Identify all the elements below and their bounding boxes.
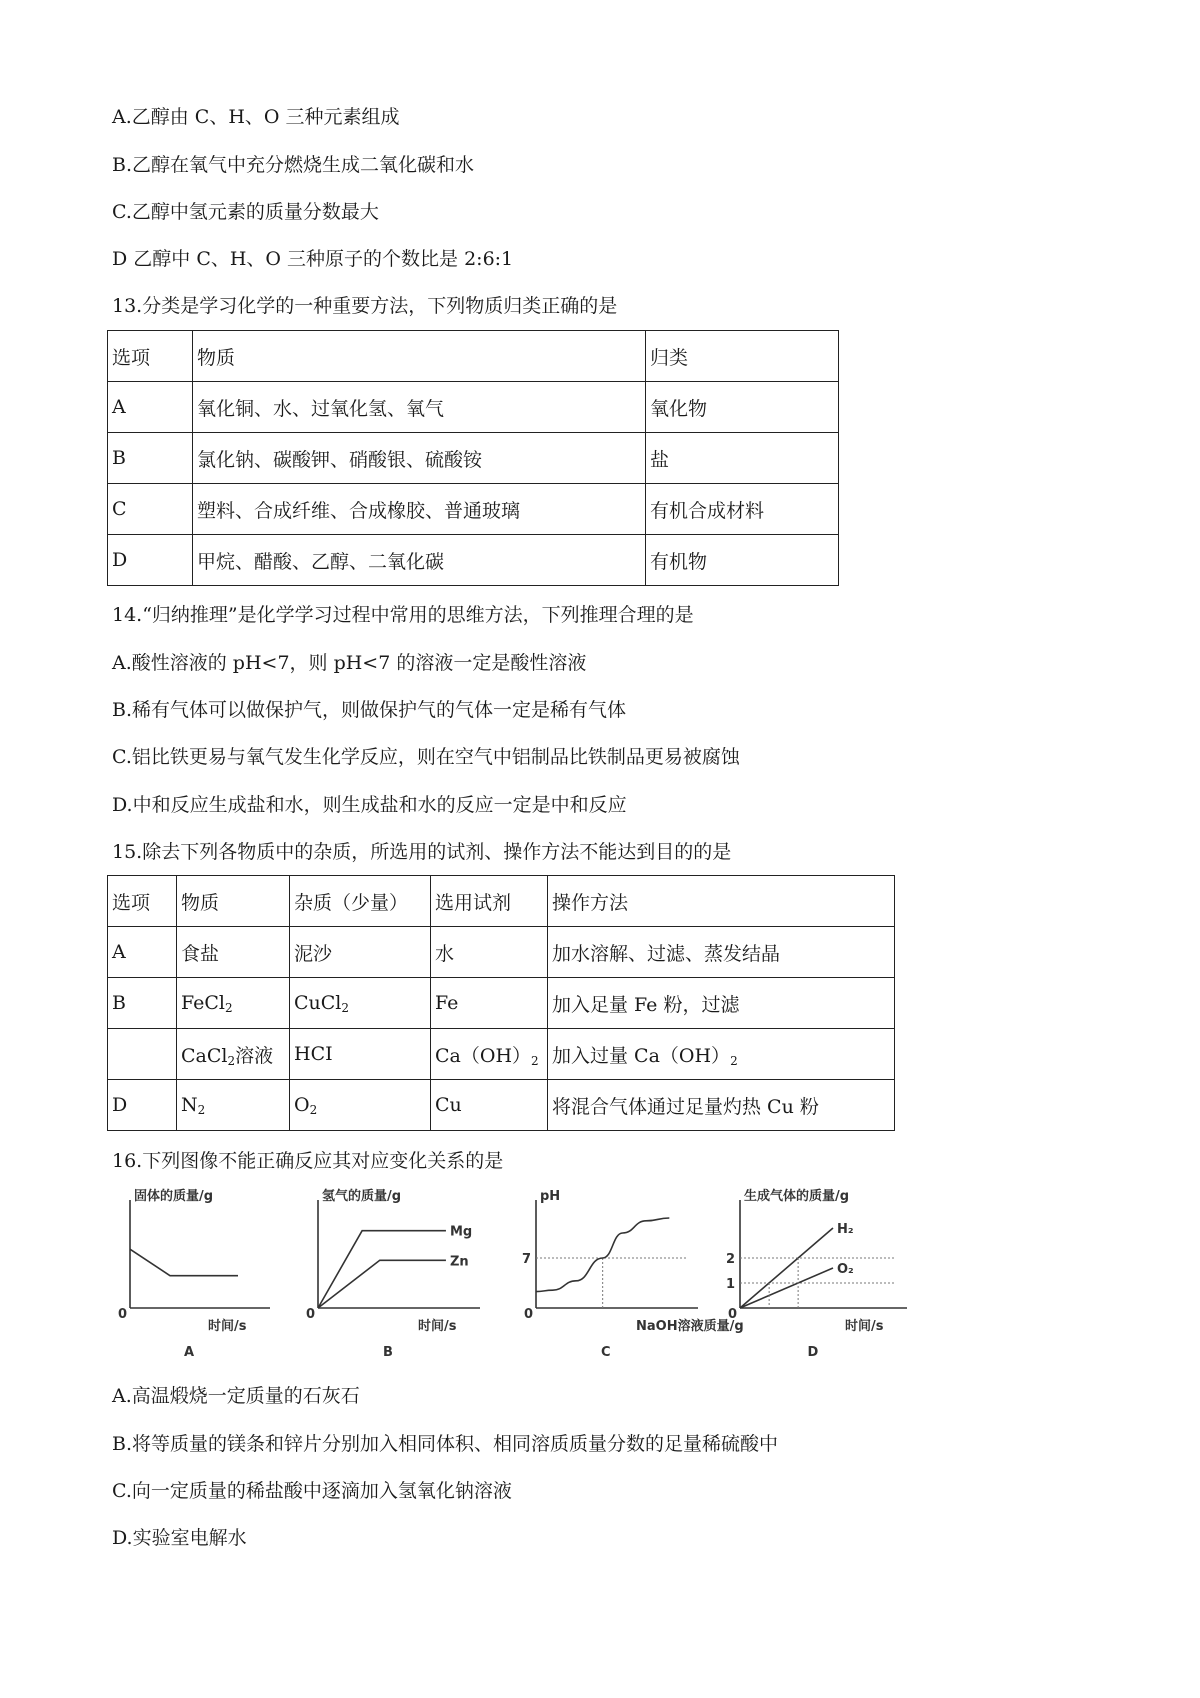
table-cell: 氧化物	[646, 382, 839, 433]
formula-text: CaCl	[181, 1044, 228, 1067]
table-cell: 有机物	[646, 535, 839, 586]
graph-b	[304, 1182, 494, 1359]
table-cell: 有机合成材料	[646, 484, 839, 535]
q16-option-b: B.将等质量的镁条和锌片分别加入相同体积、相同溶质质量分数的足量稀硫酸中	[112, 1433, 779, 1455]
table-cell: Fe	[431, 978, 548, 1029]
table-row	[108, 927, 895, 978]
q14-option-d: D.中和反应生成盐和水，则生成盐和水的反应一定是中和反应	[112, 794, 627, 816]
graph-label: A	[184, 1345, 195, 1360]
table-row	[108, 876, 895, 927]
table-cell: 甲烷、醋酸、乙醇、二氧化碳	[193, 535, 646, 586]
table-cell: C	[108, 484, 193, 535]
q16-option-c: C.向一定质量的稀盐酸中逐滴加入氢氧化钠溶液	[112, 1480, 512, 1502]
series-line	[318, 1231, 446, 1308]
q13-table	[107, 330, 839, 586]
table-cell	[548, 1029, 895, 1080]
table-row	[108, 1080, 895, 1131]
series-line	[740, 1268, 833, 1308]
table-cell: A	[108, 927, 177, 978]
table-header: 物质	[193, 331, 646, 382]
q12-option-a: A.乙醇由 C、H、O 三种元素组成	[112, 106, 400, 128]
formula-text: 加入过量 Ca（OH）	[552, 1044, 731, 1067]
series-label: Zn	[449, 1254, 469, 1270]
table-row	[108, 382, 839, 433]
formula-text: FeCl	[181, 991, 226, 1014]
q14-stem: 14.“归纳推理”是化学学习过程中常用的思维方法，下列推理合理的是	[112, 604, 694, 626]
origin-label: 0	[118, 1307, 128, 1322]
table-header: 杂质（少量）	[290, 876, 431, 927]
table-cell	[108, 1029, 177, 1080]
table-cell: 氯化钠、碳酸钾、硝酸银、硫酸铵	[193, 433, 646, 484]
table-cell: HCI	[290, 1029, 431, 1080]
graph-a	[108, 1182, 278, 1359]
series-label: H₂	[837, 1222, 854, 1237]
table-cell: B	[108, 433, 193, 484]
graph-c	[510, 1182, 744, 1360]
q16-option-a: A.高温煅烧一定质量的石灰石	[112, 1385, 360, 1407]
table-cell: Cu	[431, 1080, 548, 1131]
y-tick-label: 7	[522, 1252, 532, 1267]
x-axis-label: 时间/s	[208, 1319, 247, 1334]
subscript: 2	[227, 1053, 236, 1068]
table-cell: 塑料、合成纤维、合成橡胶、普通玻璃	[193, 484, 646, 535]
subscript: 2	[341, 1000, 350, 1015]
q13-stem: 13.分类是学习化学的一种重要方法，下列物质归类正确的是	[112, 295, 618, 317]
table-cell: D	[108, 535, 193, 586]
graph-label: B	[383, 1345, 393, 1360]
q16-stem: 16.下列图像不能正确反应其对应变化关系的是	[112, 1150, 504, 1172]
table-cell: 泥沙	[290, 927, 431, 978]
table-row	[108, 978, 895, 1029]
formula-text: CuCl	[294, 991, 342, 1014]
q14-option-b: B.稀有气体可以做保护气，则做保护气的气体一定是稀有气体	[112, 699, 627, 721]
table-row	[108, 433, 839, 484]
series-line	[740, 1228, 833, 1308]
subscript: 2	[730, 1053, 738, 1068]
y-tick-label: 2	[726, 1252, 736, 1267]
table-cell	[177, 978, 290, 1029]
q12-option-d: D 乙醇中 C、H、O 三种原子的个数比是 2:6:1	[112, 248, 514, 270]
table-header: 操作方法	[548, 876, 895, 927]
graph-label: D	[807, 1345, 819, 1360]
x-axis-label: NaOH溶液质量/g	[636, 1319, 744, 1334]
table-cell: 将混合气体通过足量灼热 Cu 粉	[548, 1080, 895, 1131]
y-axis-label: 氢气的质量/g	[322, 1189, 402, 1204]
series-label: Mg	[449, 1224, 473, 1240]
table-cell: 食盐	[177, 927, 290, 978]
formula-text: Ca（OH）	[435, 1044, 532, 1067]
q16-option-d: D.实验室电解水	[112, 1527, 247, 1549]
table-cell	[431, 1029, 548, 1080]
formula-text: N	[181, 1093, 198, 1116]
y-axis-label: 生成气体的质量/g	[744, 1189, 850, 1204]
y-tick-label: 1	[726, 1277, 736, 1292]
formula-text: O	[294, 1093, 310, 1116]
y-axis-label: 固体的质量/g	[134, 1189, 214, 1204]
subscript: 2	[225, 1000, 233, 1015]
y-axis-label: pH	[540, 1189, 561, 1204]
table-cell: A	[108, 382, 193, 433]
table-row	[108, 535, 839, 586]
table-header: 物质	[177, 876, 290, 927]
table-cell: D	[108, 1080, 177, 1131]
table-row	[108, 1029, 895, 1080]
graph-d	[718, 1182, 908, 1359]
subscript: 2	[197, 1102, 206, 1117]
x-axis-label: 时间/s	[418, 1319, 457, 1334]
q14-option-a: A.酸性溶液的 pH<7，则 pH<7 的溶液一定是酸性溶液	[112, 652, 587, 674]
series-line	[318, 1260, 446, 1308]
table-cell: 盐	[646, 433, 839, 484]
table-row	[108, 331, 839, 382]
series-line	[130, 1249, 238, 1275]
table-cell: 氧化铜、水、过氧化氢、氧气	[193, 382, 646, 433]
table-cell: B	[108, 978, 177, 1029]
formula-text: 溶液	[235, 1044, 274, 1067]
origin-label: 0	[306, 1307, 316, 1322]
x-axis-label: 时间/s	[845, 1319, 884, 1334]
q15-stem: 15.除去下列各物质中的杂质，所选用的试剂、操作方法不能达到目的的是	[112, 841, 732, 863]
table-header: 选项	[108, 876, 177, 927]
table-header: 选用试剂	[431, 876, 548, 927]
table-cell: 水	[431, 927, 548, 978]
table-cell	[177, 1080, 290, 1131]
table-cell	[290, 1080, 431, 1131]
table-row	[108, 484, 839, 535]
table-cell	[290, 978, 431, 1029]
origin-label: 0	[728, 1307, 738, 1322]
series-label: O₂	[837, 1262, 854, 1277]
table-cell: 加水溶解、过滤、蒸发结晶	[548, 927, 895, 978]
series-line	[536, 1218, 669, 1292]
table-cell: 加入足量 Fe 粉，过滤	[548, 978, 895, 1029]
subscript: 2	[531, 1053, 539, 1068]
q15-table	[107, 875, 895, 1131]
origin-label: 0	[524, 1307, 534, 1322]
q12-option-b: B.乙醇在氧气中充分燃烧生成二氧化碳和水	[112, 154, 475, 176]
table-header: 选项	[108, 331, 193, 382]
q14-option-c: C.铝比铁更易与氧气发生化学反应，则在空气中铝制品比铁制品更易被腐蚀	[112, 746, 740, 768]
graph-label: C	[601, 1345, 611, 1360]
subscript: 2	[309, 1102, 318, 1117]
table-header: 归类	[646, 331, 839, 382]
q12-option-c: C.乙醇中氢元素的质量分数最大	[112, 201, 379, 223]
table-cell	[177, 1029, 290, 1080]
